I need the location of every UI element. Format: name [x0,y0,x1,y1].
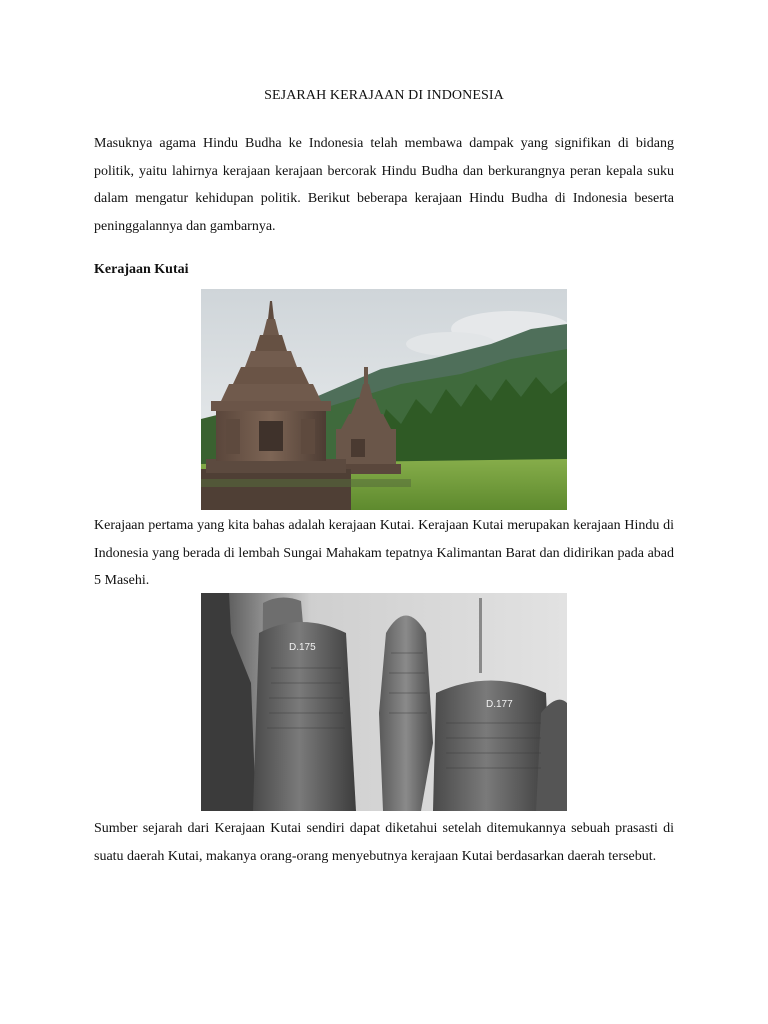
kutai-description-paragraph: Kerajaan pertama yang kita bahas adalah kerajaan Kutai. Kerajaan Kutai merupakan kerajaan Hindu di Indonesia yang berada di lembah Sungai Mahakam tepatnya Kalimantan Barat dan didirikan pada abad 5 Masehi. [94,518,674,588]
inscription-label-d175: D.175 [289,642,316,653]
temple-photo [201,289,567,510]
yupa-inscriptions-photo [201,593,567,811]
inscription-label-d177: D.177 [486,699,513,710]
section-heading-kutai: Kerajaan Kutai [94,262,189,277]
document-title: SEJARAH KERAJAAN DI INDONESIA [264,88,504,103]
intro-paragraph: Masuknya agama Hindu Budha ke Indonesia telah membawa dampak yang signifikan di bidang politik, yaitu lahirnya kerajaan kerajaan bercorak Hindu Budha dan berkurangnya peran kepala suku dalam mengatur kehidupan politik. Berikut beberapa kerajaan Hindu Budha di Indonesia beserta peninggalannya dan gambarnya. [94,136,674,234]
historical-source-paragraph: Sumber sejarah dari Kerajaan Kutai sendiri dapat diketahui setelah ditemukannya sebuah prasasti di suatu daerah Kutai, makanya orang-orang menyebutnya kerajaan Kutai berdasarkan daerah tersebut. [94,821,674,864]
